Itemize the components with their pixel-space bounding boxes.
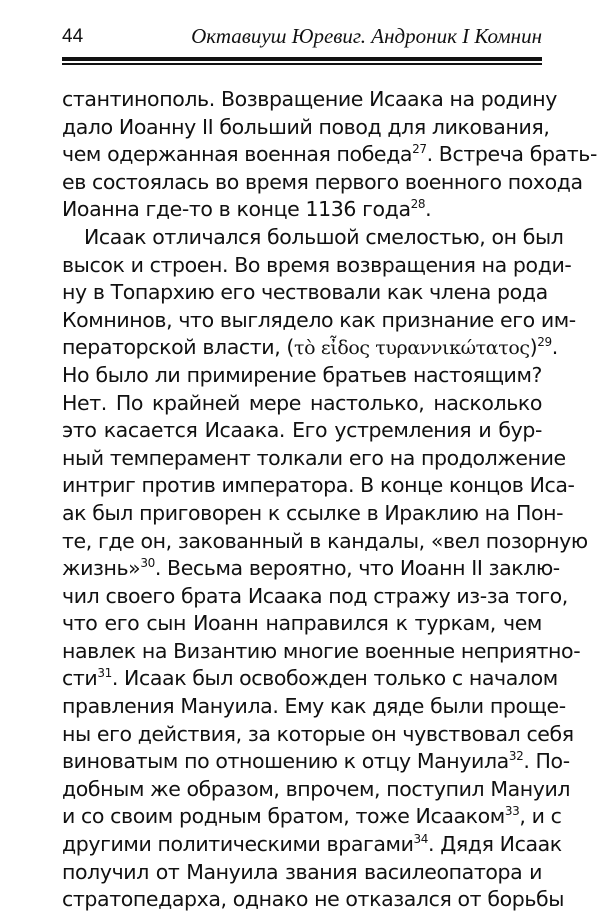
running-title: Октавиуш Юревиг. Андроник I Комнин <box>191 24 542 48</box>
footnote-ref[interactable]: 31 <box>97 666 112 681</box>
footnote-ref[interactable]: 33 <box>504 804 520 819</box>
line-text: Исаак отличался большой смелостью, он был <box>84 224 564 249</box>
line-text: ный темперамент толкали его на продолжение <box>62 445 566 470</box>
text-line <box>62 390 542 418</box>
line-text: чил своего брата Исаака под стражу из-за того, <box>62 583 568 608</box>
text-line <box>62 500 564 528</box>
line-text: Но было ли примирение братьев настоящим? <box>62 362 542 387</box>
text-line <box>62 638 581 666</box>
line-text: ак был приговорен к ссылке в Ираклию на Пон- <box>62 500 564 525</box>
line-text: Комнинов, что выглядело как признание его им- <box>62 307 576 332</box>
line-text: . Дядя Исаак <box>428 832 562 857</box>
text-line <box>62 114 550 142</box>
text-line <box>62 362 542 390</box>
greek-quote: τὸ εἶδος τυραννικώτατος <box>294 337 530 360</box>
text-line <box>62 748 570 776</box>
text-line <box>62 196 542 224</box>
line-text: , и с <box>519 804 562 829</box>
line-text: сти <box>62 666 98 691</box>
text-line <box>62 86 557 114</box>
line-text: правления Мануила. Ему как дяде были проще- <box>62 694 566 719</box>
footnote-ref[interactable]: 27 <box>412 142 427 157</box>
line-text: и со своим родным братом, тоже Исааком <box>62 804 505 829</box>
line-text: получил от Мануила звания василеопатора и <box>62 859 542 884</box>
footnote-ref[interactable]: 34 <box>413 832 429 847</box>
line-text: те, где он, закованный в кандалы, «вел позорную <box>62 528 588 553</box>
line-text: ну в Топархию его чествовали как члена рода <box>62 280 548 305</box>
text-line <box>62 859 542 887</box>
text-line <box>62 445 566 473</box>
text-line <box>62 583 568 611</box>
text-line <box>62 252 572 280</box>
line-text: другими политическими врагами <box>62 832 414 857</box>
footnote-ref[interactable]: 28 <box>410 197 426 212</box>
line-text: ны его действия, за которые он чувствовал себя <box>62 721 574 746</box>
header-rule-thin <box>62 63 542 65</box>
line-text: жизнь» <box>62 556 141 581</box>
text-line <box>62 831 562 859</box>
line-text: что его сын Иоанн направился к туркам, чем <box>62 611 542 636</box>
footnote-ref[interactable]: 29 <box>537 335 552 350</box>
footnote-ref[interactable]: 32 <box>508 749 524 764</box>
line-text: это касается Исаака. Его устремления и бур- <box>62 418 542 443</box>
text-line <box>62 141 597 169</box>
line-text: . Встреча брать- <box>426 142 597 167</box>
line-text: навлек на Византию многие военные неприятно- <box>62 638 581 663</box>
line-text: высок и строен. Во время возвращения на роди- <box>62 252 572 277</box>
line-text: ператорской власти, ( <box>62 335 295 360</box>
text-line <box>62 803 562 831</box>
text-line <box>62 528 588 556</box>
line-text: . Исаак был освобожден только с началом <box>111 666 558 691</box>
line-text: . <box>551 335 558 360</box>
line-text: ев состоялась во время первого военного похода <box>62 169 583 194</box>
footnote-ref[interactable]: 30 <box>140 556 155 571</box>
line-text: ) <box>529 335 538 360</box>
running-header <box>62 22 542 52</box>
text-line <box>62 610 542 638</box>
line-text: добным же образом, впрочем, поступил Мануил <box>62 776 571 801</box>
line-text: . Весьма вероятно, что Иоанн II заклю- <box>154 556 560 581</box>
line-text: чем одержанная военная победа <box>62 142 413 167</box>
line-text: стантинополь. Возвращение Исаака на родину <box>62 87 557 111</box>
line-text: стратопедарха, однако не отказался от борьбы <box>62 887 565 912</box>
line-text: . По- <box>523 749 570 774</box>
text-line <box>62 665 558 693</box>
text-line <box>62 417 542 445</box>
text-line <box>62 886 565 914</box>
header-rule-thick <box>62 57 542 61</box>
text-line <box>62 693 566 721</box>
text-line <box>62 721 574 749</box>
text-line <box>62 555 560 583</box>
text-line <box>62 279 548 307</box>
line-text: интриг против императора. В конце концов Иса- <box>62 473 575 498</box>
line-text: виноватым по отношению к отцу Мануила <box>62 749 509 774</box>
page-number: 44 <box>62 26 84 47</box>
text-line <box>62 169 583 197</box>
text-line <box>62 224 564 252</box>
text-line <box>62 776 571 804</box>
line-text: . <box>425 197 432 222</box>
text-line <box>62 472 575 500</box>
line-text: Иоанна где-то в конце 1136 года <box>62 197 411 222</box>
body-text <box>62 86 597 914</box>
text-line <box>62 307 576 335</box>
text-line <box>62 334 558 362</box>
line-text: Нет. По крайней мере настолько, насколько <box>62 390 542 415</box>
line-text: дало Иоанну II больший повод для ликования, <box>62 114 550 139</box>
